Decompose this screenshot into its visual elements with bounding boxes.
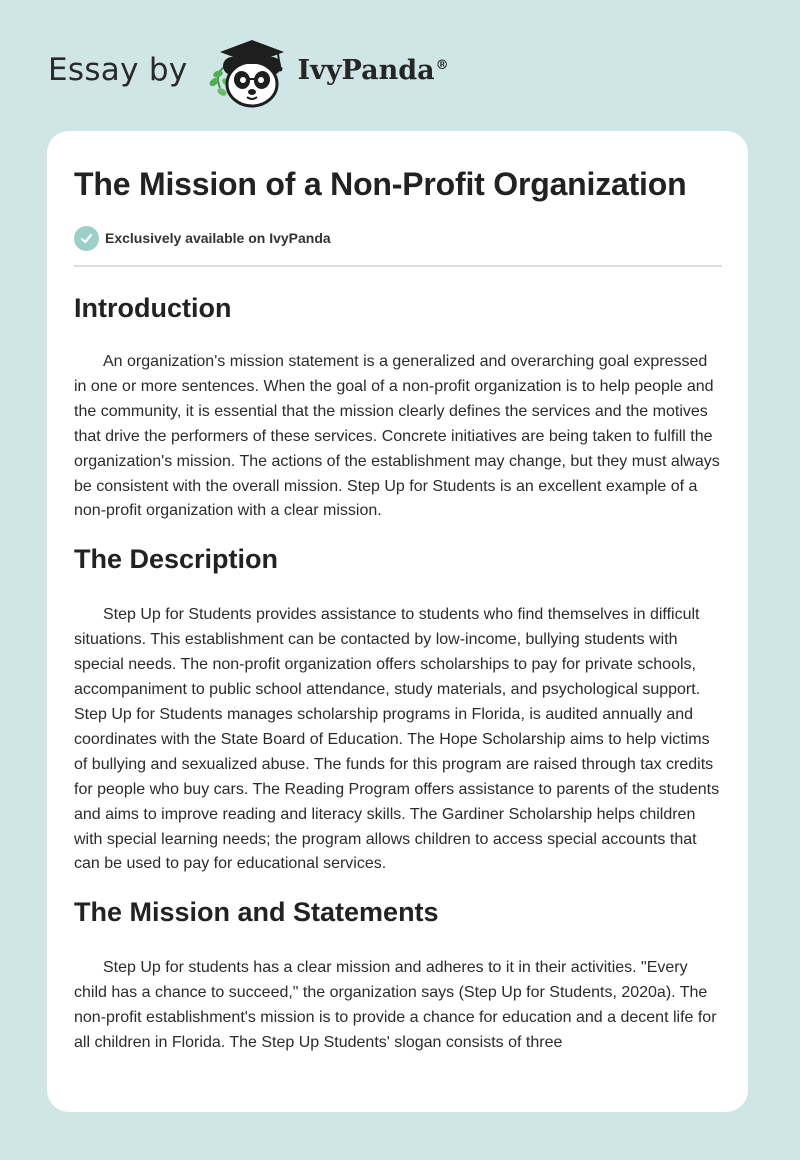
panda-graduate-logo-icon[interactable] xyxy=(202,30,294,110)
section-paragraph-mission: Step Up for students has a clear mission and adheres to it in their activities. "Every child has a chance to succeed," the organization says (Step Up for Students, 2020a). The non-profit establishment's mission is to provide a chance for education and a decent life for all children in Florida. The Step Up Students' slogan consists of three xyxy=(74,959,717,1052)
section-heading-description: The Description xyxy=(74,544,279,575)
exclusive-badge xyxy=(74,225,722,251)
check-icon xyxy=(74,226,99,251)
section-paragraph-description: Step Up for Students provides assistance to students who find themselves in difficult situations. This establishment can be contacted by low-income, bullying students with special needs. The non-profit organization offers scholarships to pay for private schools, accompaniment to public school attendance, study materials, and psychological support. Step Up for Students manages scholarship programs in Florida, is audited annually and coordinates with the State Board of Education. The Hope Scholarship aims to help victims of bullying and sexualized abuse. The funds for this program are raised through tax credits for people who buy cars. The Reading Program offers assistance to parents of the students and aims to improve reading and literacy skills. The Gardiner Scholarship helps children with special learning needs; the program allows children to access special accounts that can be used to pay for educational services. xyxy=(74,606,720,873)
section-heading-introduction: Introduction xyxy=(74,293,232,323)
title-divider xyxy=(74,265,722,267)
trademark-symbol: ® xyxy=(435,57,449,73)
section-heading-mission: The Mission and Statements xyxy=(74,897,439,928)
brand-name[interactable] xyxy=(298,55,449,86)
exclusive-badge-text: Exclusively available on IvyPanda xyxy=(105,230,331,246)
essay-card xyxy=(47,131,748,1112)
essay-title: The Mission of a Non-Profit Organization xyxy=(74,166,687,202)
essay-by-label: Essay by xyxy=(48,52,188,88)
brand-name-text: IvyPanda xyxy=(297,54,435,86)
site-header xyxy=(48,30,449,110)
section-paragraph-introduction: An organization's mission statement is a generalized and overarching goal expressed in one or more sentences. When the goal of a non-profit organization is to help people and the community, it is essential that the mission clearly defines the services and the motives that drive the performers of these services. Concrete initiatives are being taken to fulfill the organization's mission. The actions of the establishment may change, but they must always be consistent with the overall mission. Step Up for Students is an excellent example of a non-profit organization with a clear mission. xyxy=(74,353,720,520)
